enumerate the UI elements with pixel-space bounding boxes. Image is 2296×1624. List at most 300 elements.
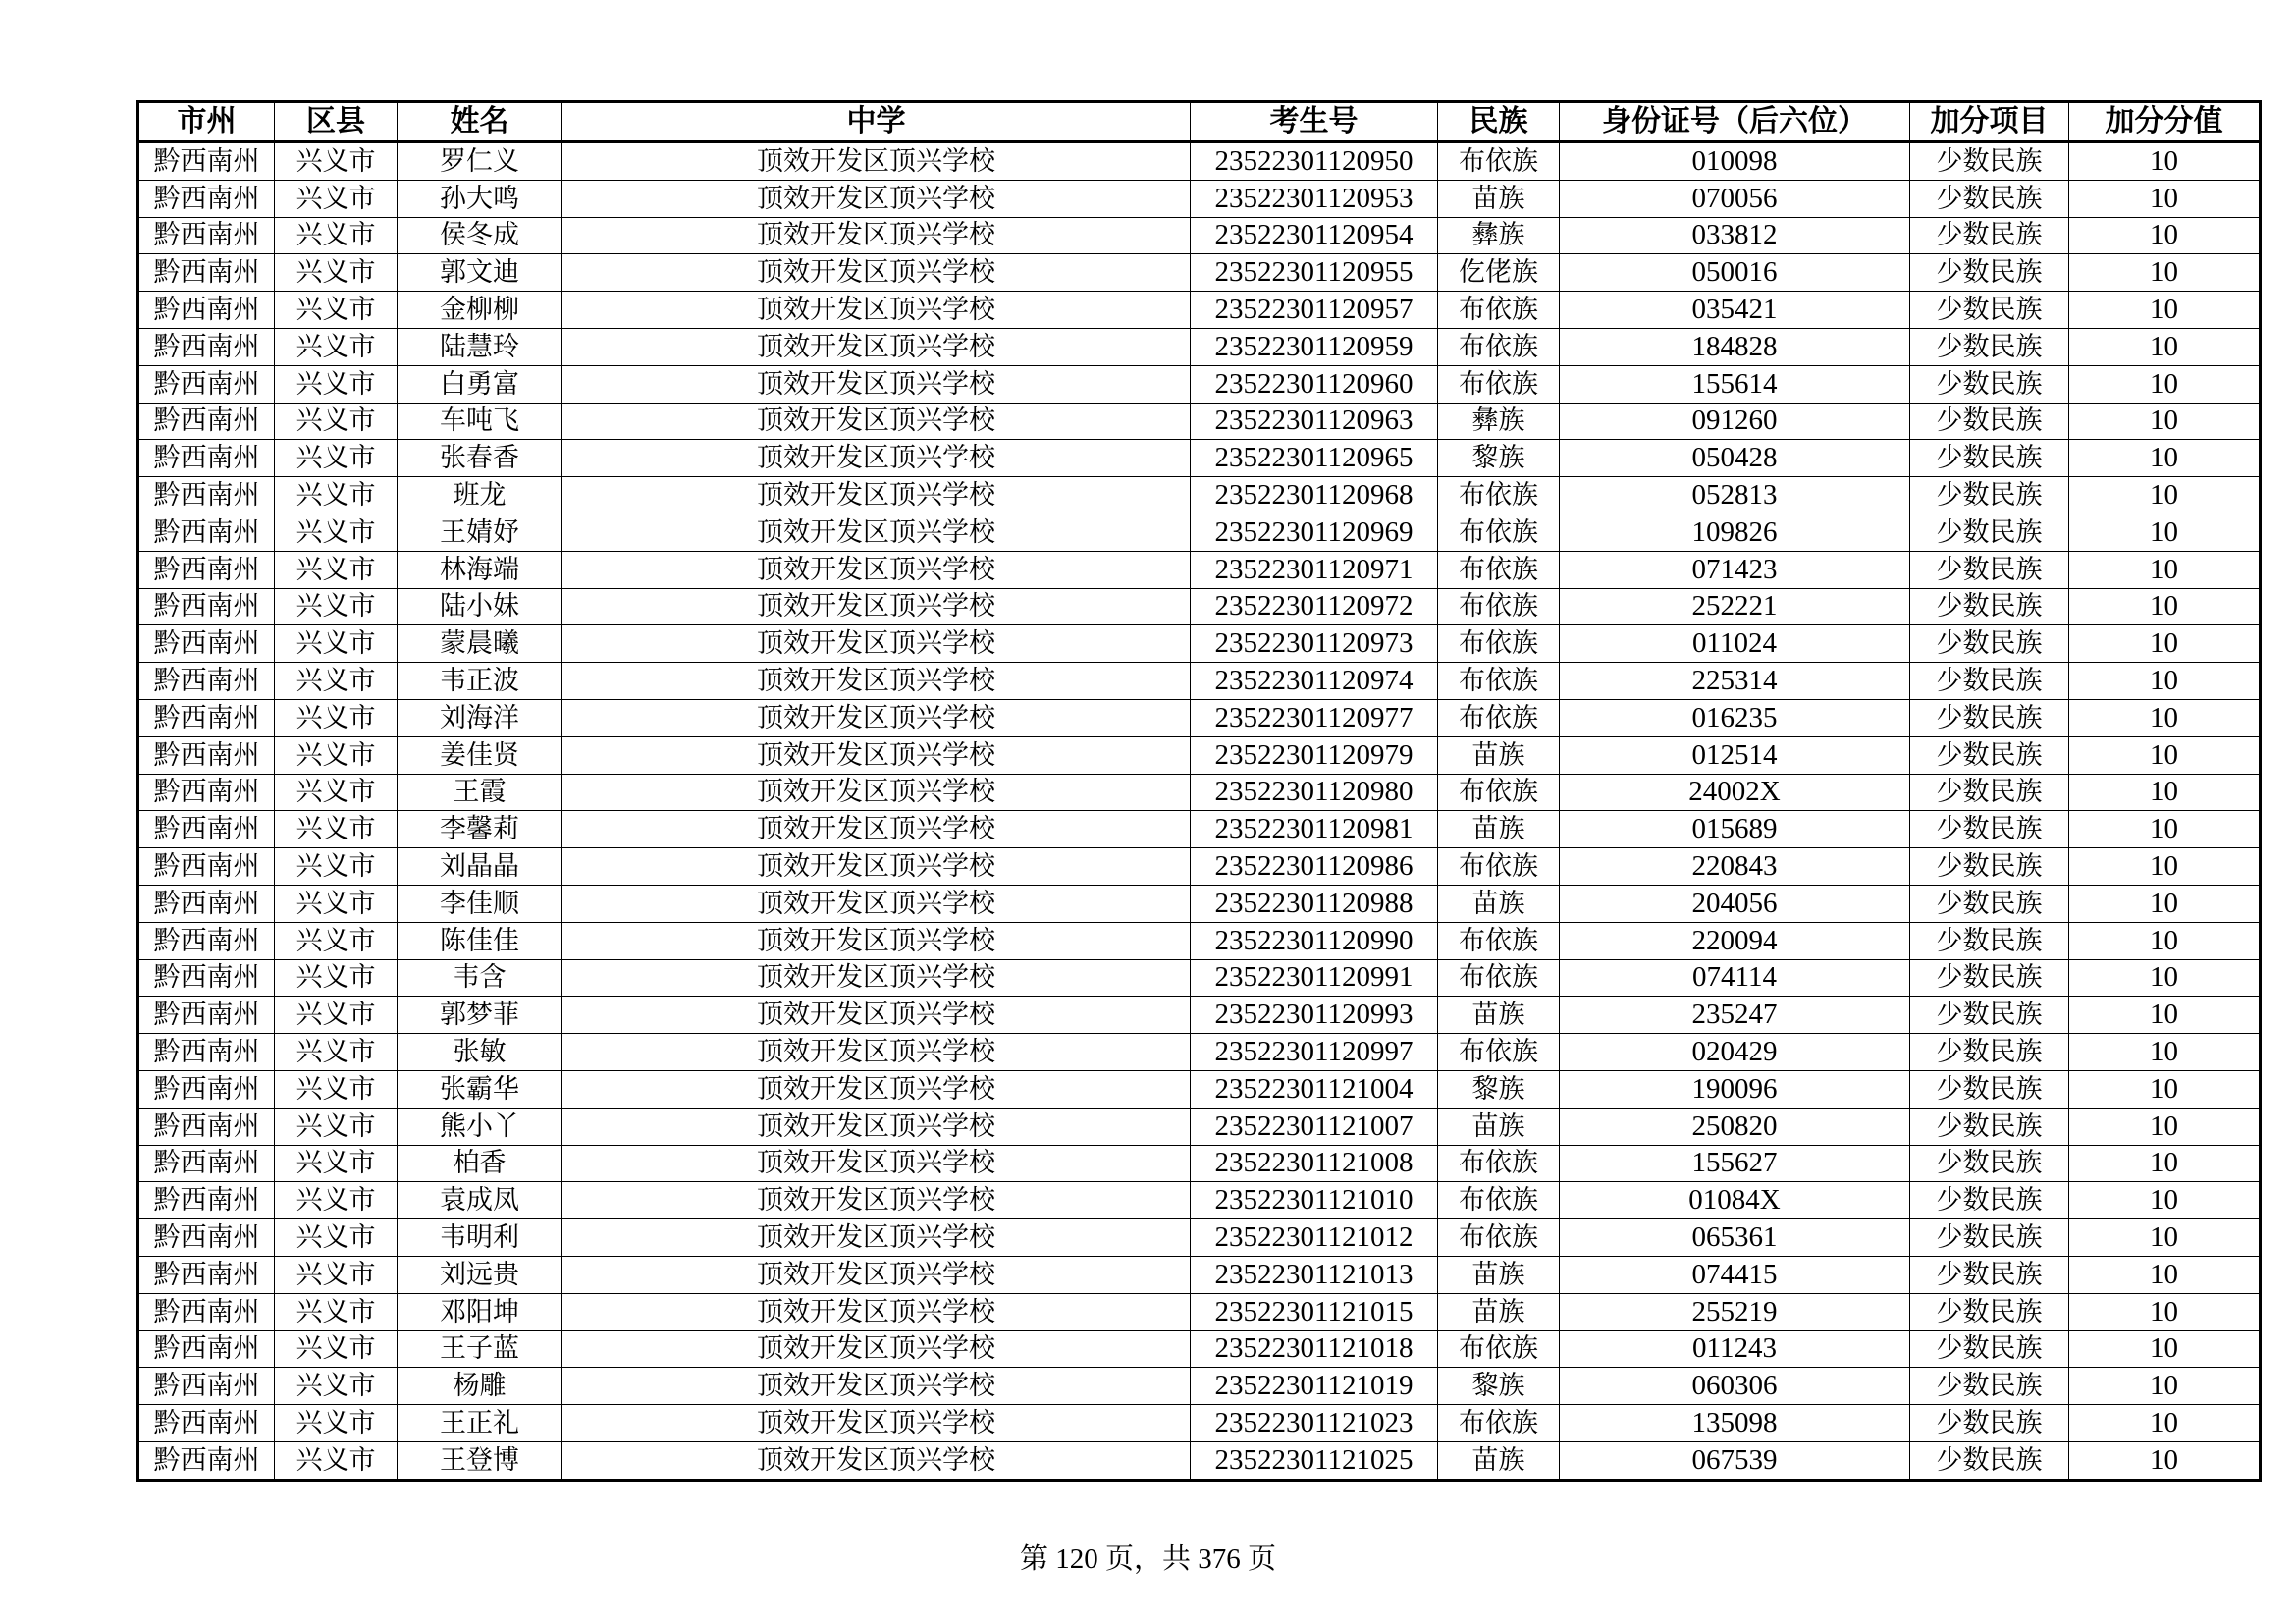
ethnicity-cell: 布依族 <box>1438 1182 1560 1219</box>
table-row <box>138 1108 2261 1145</box>
ethnicity-cell: 黎族 <box>1438 440 1560 477</box>
ethnicity-cell: 布依族 <box>1438 514 1560 551</box>
ethnicity-cell: 布依族 <box>1438 1219 1560 1257</box>
school-cell: 顶效开发区顶兴学校 <box>562 292 1191 329</box>
ethnicity-cell: 布依族 <box>1438 959 1560 997</box>
column-header-ethnicity: 民族 <box>1438 102 1560 142</box>
bonus-item-cell: 少数民族 <box>1910 142 2069 181</box>
table-body <box>138 142 2261 1481</box>
ethnicity-cell: 彝族 <box>1438 217 1560 254</box>
bonus-item-cell: 少数民族 <box>1910 625 2069 663</box>
name-cell: 金柳柳 <box>398 292 562 329</box>
name-cell: 郭梦菲 <box>398 997 562 1034</box>
id-suffix-cell: 050428 <box>1560 440 1910 477</box>
exam-number-cell: 23522301120990 <box>1191 922 1438 959</box>
ethnicity-cell: 布依族 <box>1438 699 1560 736</box>
school-cell: 顶效开发区顶兴学校 <box>562 1034 1191 1071</box>
bonus-value-cell: 10 <box>2069 254 2261 292</box>
school-cell: 顶效开发区顶兴学校 <box>562 403 1191 440</box>
ethnicity-cell: 苗族 <box>1438 736 1560 774</box>
bonus-item-cell: 少数民族 <box>1910 588 2069 625</box>
city-cell: 黔西南州 <box>138 551 275 588</box>
exam-number-cell: 23522301120997 <box>1191 1034 1438 1071</box>
county-cell: 兴义市 <box>275 551 398 588</box>
ethnicity-cell: 苗族 <box>1438 997 1560 1034</box>
school-cell: 顶效开发区顶兴学校 <box>562 959 1191 997</box>
name-cell: 车吨飞 <box>398 403 562 440</box>
bonus-value-cell: 10 <box>2069 922 2261 959</box>
exam-number-cell: 23522301121013 <box>1191 1256 1438 1293</box>
ethnicity-cell: 布依族 <box>1438 551 1560 588</box>
ethnicity-cell: 布依族 <box>1438 774 1560 811</box>
id-suffix-cell: 155627 <box>1560 1145 1910 1182</box>
bonus-item-cell: 少数民族 <box>1910 292 2069 329</box>
exam-number-cell: 23522301120974 <box>1191 663 1438 700</box>
school-cell: 顶效开发区顶兴学校 <box>562 663 1191 700</box>
school-cell: 顶效开发区顶兴学校 <box>562 811 1191 848</box>
county-cell: 兴义市 <box>275 1070 398 1108</box>
exam-number-cell: 23522301120950 <box>1191 142 1438 181</box>
exam-number-cell: 23522301120972 <box>1191 588 1438 625</box>
table-row <box>138 1034 2261 1071</box>
id-suffix-cell: 010098 <box>1560 142 1910 181</box>
bonus-value-cell: 10 <box>2069 514 2261 551</box>
city-cell: 黔西南州 <box>138 1256 275 1293</box>
city-cell: 黔西南州 <box>138 365 275 403</box>
county-cell: 兴义市 <box>275 440 398 477</box>
school-cell: 顶效开发区顶兴学校 <box>562 885 1191 922</box>
school-cell: 顶效开发区顶兴学校 <box>562 1145 1191 1182</box>
table-row <box>138 1405 2261 1442</box>
exam-number-cell: 23522301120953 <box>1191 180 1438 217</box>
ethnicity-cell: 布依族 <box>1438 328 1560 365</box>
bonus-value-cell: 10 <box>2069 885 2261 922</box>
county-cell: 兴义市 <box>275 1293 398 1330</box>
exam-number-cell: 23522301120981 <box>1191 811 1438 848</box>
bonus-item-cell: 少数民族 <box>1910 254 2069 292</box>
exam-number-cell: 23522301121023 <box>1191 1405 1438 1442</box>
bonus-value-cell: 10 <box>2069 1182 2261 1219</box>
table-row <box>138 292 2261 329</box>
school-cell: 顶效开发区顶兴学校 <box>562 1070 1191 1108</box>
county-cell: 兴义市 <box>275 1330 398 1368</box>
name-cell: 陆慧玲 <box>398 328 562 365</box>
id-suffix-cell: 255219 <box>1560 1293 1910 1330</box>
exam-number-cell: 23522301120959 <box>1191 328 1438 365</box>
ethnicity-cell: 黎族 <box>1438 1070 1560 1108</box>
ethnicity-cell: 布依族 <box>1438 365 1560 403</box>
exam-number-cell: 23522301120957 <box>1191 292 1438 329</box>
bonus-item-cell: 少数民族 <box>1910 1441 2069 1480</box>
exam-number-cell: 23522301121007 <box>1191 1108 1438 1145</box>
city-cell: 黔西南州 <box>138 292 275 329</box>
city-cell: 黔西南州 <box>138 1219 275 1257</box>
bonus-item-cell: 少数民族 <box>1910 811 2069 848</box>
bonus-item-cell: 少数民族 <box>1910 922 2069 959</box>
school-cell: 顶效开发区顶兴学校 <box>562 1368 1191 1405</box>
school-cell: 顶效开发区顶兴学校 <box>562 736 1191 774</box>
school-cell: 顶效开发区顶兴学校 <box>562 180 1191 217</box>
bonus-item-cell: 少数民族 <box>1910 663 2069 700</box>
county-cell: 兴义市 <box>275 1182 398 1219</box>
exam-number-cell: 23522301120969 <box>1191 514 1438 551</box>
county-cell: 兴义市 <box>275 811 398 848</box>
county-cell: 兴义市 <box>275 848 398 886</box>
table-row <box>138 959 2261 997</box>
name-cell: 王霞 <box>398 774 562 811</box>
city-cell: 黔西南州 <box>138 848 275 886</box>
county-cell: 兴义市 <box>275 625 398 663</box>
city-cell: 黔西南州 <box>138 328 275 365</box>
bonus-value-cell: 10 <box>2069 365 2261 403</box>
city-cell: 黔西南州 <box>138 663 275 700</box>
bonus-value-cell: 10 <box>2069 997 2261 1034</box>
name-cell: 张霸华 <box>398 1070 562 1108</box>
ethnicity-cell: 布依族 <box>1438 625 1560 663</box>
ethnicity-cell: 苗族 <box>1438 885 1560 922</box>
name-cell: 刘晶晶 <box>398 848 562 886</box>
bonus-item-cell: 少数民族 <box>1910 180 2069 217</box>
table-row <box>138 1293 2261 1330</box>
id-suffix-cell: 015689 <box>1560 811 1910 848</box>
table-row <box>138 1219 2261 1257</box>
name-cell: 王正礼 <box>398 1405 562 1442</box>
exam-number-cell: 23522301120991 <box>1191 959 1438 997</box>
bonus-value-cell: 10 <box>2069 180 2261 217</box>
school-cell: 顶效开发区顶兴学校 <box>562 625 1191 663</box>
bonus-value-cell: 10 <box>2069 959 2261 997</box>
ethnicity-cell: 布依族 <box>1438 142 1560 181</box>
school-cell: 顶效开发区顶兴学校 <box>562 477 1191 514</box>
ethnicity-cell: 布依族 <box>1438 1145 1560 1182</box>
county-cell: 兴义市 <box>275 1256 398 1293</box>
bonus-value-cell: 10 <box>2069 588 2261 625</box>
school-cell: 顶效开发区顶兴学校 <box>562 1108 1191 1145</box>
name-cell: 蒙晨曦 <box>398 625 562 663</box>
exam-number-cell: 23522301121008 <box>1191 1145 1438 1182</box>
name-cell: 郭文迪 <box>398 254 562 292</box>
school-cell: 顶效开发区顶兴学校 <box>562 922 1191 959</box>
bonus-item-cell: 少数民族 <box>1910 1219 2069 1257</box>
bonus-item-cell: 少数民族 <box>1910 1330 2069 1368</box>
bonus-value-cell: 10 <box>2069 403 2261 440</box>
bonus-value-cell: 10 <box>2069 1441 2261 1480</box>
county-cell: 兴义市 <box>275 180 398 217</box>
bonus-item-cell: 少数民族 <box>1910 551 2069 588</box>
city-cell: 黔西南州 <box>138 959 275 997</box>
county-cell: 兴义市 <box>275 774 398 811</box>
id-suffix-cell: 065361 <box>1560 1219 1910 1257</box>
table-row <box>138 551 2261 588</box>
column-header-school: 中学 <box>562 102 1191 142</box>
city-cell: 黔西南州 <box>138 180 275 217</box>
bonus-item-cell: 少数民族 <box>1910 217 2069 254</box>
id-suffix-cell: 074114 <box>1560 959 1910 997</box>
school-cell: 顶效开发区顶兴学校 <box>562 1293 1191 1330</box>
table-row <box>138 885 2261 922</box>
name-cell: 李佳顺 <box>398 885 562 922</box>
bonus-item-cell: 少数民族 <box>1910 774 2069 811</box>
school-cell: 顶效开发区顶兴学校 <box>562 254 1191 292</box>
school-cell: 顶效开发区顶兴学校 <box>562 328 1191 365</box>
name-cell: 韦正波 <box>398 663 562 700</box>
bonus-item-cell: 少数民族 <box>1910 736 2069 774</box>
school-cell: 顶效开发区顶兴学校 <box>562 774 1191 811</box>
table-row <box>138 365 2261 403</box>
county-cell: 兴义市 <box>275 1368 398 1405</box>
ethnicity-cell: 布依族 <box>1438 663 1560 700</box>
county-cell: 兴义市 <box>275 588 398 625</box>
id-suffix-cell: 155614 <box>1560 365 1910 403</box>
name-cell: 白勇富 <box>398 365 562 403</box>
bonus-value-cell: 10 <box>2069 1330 2261 1368</box>
exam-number-cell: 23522301120988 <box>1191 885 1438 922</box>
table-row <box>138 811 2261 848</box>
bonus-value-cell: 10 <box>2069 477 2261 514</box>
name-cell: 班龙 <box>398 477 562 514</box>
exam-number-cell: 23522301120955 <box>1191 254 1438 292</box>
bonus-value-cell: 10 <box>2069 1145 2261 1182</box>
bonus-value-cell: 10 <box>2069 1034 2261 1071</box>
column-header-bonus-item: 加分项目 <box>1910 102 2069 142</box>
table-row <box>138 663 2261 700</box>
exam-number-cell: 23522301120979 <box>1191 736 1438 774</box>
exam-number-cell: 23522301120954 <box>1191 217 1438 254</box>
id-suffix-cell: 235247 <box>1560 997 1910 1034</box>
exam-number-cell: 23522301120971 <box>1191 551 1438 588</box>
bonus-value-cell: 10 <box>2069 848 2261 886</box>
name-cell: 袁成凤 <box>398 1182 562 1219</box>
bonus-points-table <box>136 100 2262 1482</box>
school-cell: 顶效开发区顶兴学校 <box>562 551 1191 588</box>
bonus-item-cell: 少数民族 <box>1910 514 2069 551</box>
city-cell: 黔西南州 <box>138 811 275 848</box>
table-row <box>138 848 2261 886</box>
bonus-item-cell: 少数民族 <box>1910 885 2069 922</box>
city-cell: 黔西南州 <box>138 403 275 440</box>
city-cell: 黔西南州 <box>138 736 275 774</box>
name-cell: 韦含 <box>398 959 562 997</box>
id-suffix-cell: 204056 <box>1560 885 1910 922</box>
exam-number-cell: 23522301121010 <box>1191 1182 1438 1219</box>
school-cell: 顶效开发区顶兴学校 <box>562 699 1191 736</box>
bonus-value-cell: 10 <box>2069 1405 2261 1442</box>
city-cell: 黔西南州 <box>138 774 275 811</box>
ethnicity-cell: 布依族 <box>1438 292 1560 329</box>
bonus-item-cell: 少数民族 <box>1910 365 2069 403</box>
exam-number-cell: 23522301120965 <box>1191 440 1438 477</box>
name-cell: 张春香 <box>398 440 562 477</box>
id-suffix-cell: 012514 <box>1560 736 1910 774</box>
exam-number-cell: 23522301120973 <box>1191 625 1438 663</box>
ethnicity-cell: 布依族 <box>1438 848 1560 886</box>
table-row <box>138 254 2261 292</box>
exam-number-cell: 23522301120963 <box>1191 403 1438 440</box>
name-cell: 侯冬成 <box>398 217 562 254</box>
county-cell: 兴义市 <box>275 1405 398 1442</box>
county-cell: 兴义市 <box>275 292 398 329</box>
table-row <box>138 736 2261 774</box>
table-row <box>138 1182 2261 1219</box>
city-cell: 黔西南州 <box>138 1182 275 1219</box>
column-header-id-suffix: 身份证号（后六位） <box>1560 102 1910 142</box>
exam-number-cell: 23522301120993 <box>1191 997 1438 1034</box>
name-cell: 刘远贵 <box>398 1256 562 1293</box>
bonus-value-cell: 10 <box>2069 736 2261 774</box>
bonus-item-cell: 少数民族 <box>1910 848 2069 886</box>
bonus-value-cell: 10 <box>2069 699 2261 736</box>
id-suffix-cell: 190096 <box>1560 1070 1910 1108</box>
exam-number-cell: 23522301120986 <box>1191 848 1438 886</box>
county-cell: 兴义市 <box>275 217 398 254</box>
exam-number-cell: 23522301120968 <box>1191 477 1438 514</box>
id-suffix-cell: 109826 <box>1560 514 1910 551</box>
school-cell: 顶效开发区顶兴学校 <box>562 142 1191 181</box>
bonus-value-cell: 10 <box>2069 774 2261 811</box>
city-cell: 黔西南州 <box>138 440 275 477</box>
bonus-value-cell: 10 <box>2069 1070 2261 1108</box>
bonus-item-cell: 少数民族 <box>1910 1256 2069 1293</box>
name-cell: 刘海洋 <box>398 699 562 736</box>
school-cell: 顶效开发区顶兴学校 <box>562 997 1191 1034</box>
bonus-value-cell: 10 <box>2069 551 2261 588</box>
bonus-item-cell: 少数民族 <box>1910 1182 2069 1219</box>
exam-number-cell: 23522301121012 <box>1191 1219 1438 1257</box>
county-cell: 兴义市 <box>275 1108 398 1145</box>
id-suffix-cell: 070056 <box>1560 180 1910 217</box>
ethnicity-cell: 苗族 <box>1438 811 1560 848</box>
county-cell: 兴义市 <box>275 663 398 700</box>
school-cell: 顶效开发区顶兴学校 <box>562 365 1191 403</box>
bonus-item-cell: 少数民族 <box>1910 440 2069 477</box>
ethnicity-cell: 布依族 <box>1438 1405 1560 1442</box>
city-cell: 黔西南州 <box>138 1330 275 1368</box>
id-suffix-cell: 24002X <box>1560 774 1910 811</box>
table-row <box>138 514 2261 551</box>
city-cell: 黔西南州 <box>138 217 275 254</box>
id-suffix-cell: 01084X <box>1560 1182 1910 1219</box>
table-row <box>138 997 2261 1034</box>
name-cell: 罗仁义 <box>398 142 562 181</box>
id-suffix-cell: 035421 <box>1560 292 1910 329</box>
city-cell: 黔西南州 <box>138 1441 275 1480</box>
bonus-value-cell: 10 <box>2069 625 2261 663</box>
ethnicity-cell: 布依族 <box>1438 588 1560 625</box>
table-row <box>138 1330 2261 1368</box>
name-cell: 陆小妹 <box>398 588 562 625</box>
table-row <box>138 774 2261 811</box>
bonus-item-cell: 少数民族 <box>1910 997 2069 1034</box>
city-cell: 黔西南州 <box>138 477 275 514</box>
table-row <box>138 1070 2261 1108</box>
county-cell: 兴义市 <box>275 699 398 736</box>
ethnicity-cell: 苗族 <box>1438 180 1560 217</box>
bonus-item-cell: 少数民族 <box>1910 1108 2069 1145</box>
id-suffix-cell: 135098 <box>1560 1405 1910 1442</box>
exam-number-cell: 23522301121018 <box>1191 1330 1438 1368</box>
bonus-value-cell: 10 <box>2069 1293 2261 1330</box>
school-cell: 顶效开发区顶兴学校 <box>562 440 1191 477</box>
id-suffix-cell: 225314 <box>1560 663 1910 700</box>
county-cell: 兴义市 <box>275 365 398 403</box>
id-suffix-cell: 250820 <box>1560 1108 1910 1145</box>
county-cell: 兴义市 <box>275 1145 398 1182</box>
county-cell: 兴义市 <box>275 1219 398 1257</box>
name-cell: 陈佳佳 <box>398 922 562 959</box>
school-cell: 顶效开发区顶兴学校 <box>562 1256 1191 1293</box>
column-header-exam-number: 考生号 <box>1191 102 1438 142</box>
bonus-item-cell: 少数民族 <box>1910 959 2069 997</box>
table-row <box>138 922 2261 959</box>
ethnicity-cell: 彝族 <box>1438 403 1560 440</box>
table-row <box>138 699 2261 736</box>
bonus-item-cell: 少数民族 <box>1910 477 2069 514</box>
city-cell: 黔西南州 <box>138 997 275 1034</box>
school-cell: 顶效开发区顶兴学校 <box>562 1219 1191 1257</box>
ethnicity-cell: 黎族 <box>1438 1368 1560 1405</box>
exam-number-cell: 23522301120960 <box>1191 365 1438 403</box>
county-cell: 兴义市 <box>275 403 398 440</box>
bonus-item-cell: 少数民族 <box>1910 403 2069 440</box>
bonus-item-cell: 少数民族 <box>1910 328 2069 365</box>
page-footer: 第 120 页，共 376 页 <box>1019 1543 1276 1575</box>
column-header-city: 市州 <box>138 102 275 142</box>
city-cell: 黔西南州 <box>138 1405 275 1442</box>
school-cell: 顶效开发区顶兴学校 <box>562 1330 1191 1368</box>
city-cell: 黔西南州 <box>138 1293 275 1330</box>
city-cell: 黔西南州 <box>138 1034 275 1071</box>
ethnicity-cell: 仡佬族 <box>1438 254 1560 292</box>
table-row <box>138 403 2261 440</box>
ethnicity-cell: 苗族 <box>1438 1293 1560 1330</box>
school-cell: 顶效开发区顶兴学校 <box>562 1182 1191 1219</box>
id-suffix-cell: 091260 <box>1560 403 1910 440</box>
county-cell: 兴义市 <box>275 254 398 292</box>
ethnicity-cell: 布依族 <box>1438 1034 1560 1071</box>
county-cell: 兴义市 <box>275 922 398 959</box>
table-header-row <box>138 102 2261 142</box>
exam-number-cell: 23522301120977 <box>1191 699 1438 736</box>
ethnicity-cell: 布依族 <box>1438 1330 1560 1368</box>
exam-number-cell: 23522301121015 <box>1191 1293 1438 1330</box>
bonus-item-cell: 少数民族 <box>1910 1368 2069 1405</box>
column-header-county: 区县 <box>275 102 398 142</box>
name-cell: 韦明利 <box>398 1219 562 1257</box>
city-cell: 黔西南州 <box>138 699 275 736</box>
county-cell: 兴义市 <box>275 885 398 922</box>
bonus-value-cell: 10 <box>2069 292 2261 329</box>
ethnicity-cell: 苗族 <box>1438 1108 1560 1145</box>
name-cell: 熊小丫 <box>398 1108 562 1145</box>
bonus-value-cell: 10 <box>2069 440 2261 477</box>
school-cell: 顶效开发区顶兴学校 <box>562 217 1191 254</box>
bonus-item-cell: 少数民族 <box>1910 1145 2069 1182</box>
table-row <box>138 180 2261 217</box>
county-cell: 兴义市 <box>275 736 398 774</box>
city-cell: 黔西南州 <box>138 514 275 551</box>
table-row <box>138 1145 2261 1182</box>
table-row <box>138 625 2261 663</box>
county-cell: 兴义市 <box>275 1441 398 1480</box>
bonus-value-cell: 10 <box>2069 1256 2261 1293</box>
bonus-item-cell: 少数民族 <box>1910 1405 2069 1442</box>
county-cell: 兴义市 <box>275 328 398 365</box>
column-header-bonus-value: 加分分值 <box>2069 102 2261 142</box>
table-row <box>138 440 2261 477</box>
county-cell: 兴义市 <box>275 514 398 551</box>
bonus-value-cell: 10 <box>2069 1219 2261 1257</box>
id-suffix-cell: 011024 <box>1560 625 1910 663</box>
